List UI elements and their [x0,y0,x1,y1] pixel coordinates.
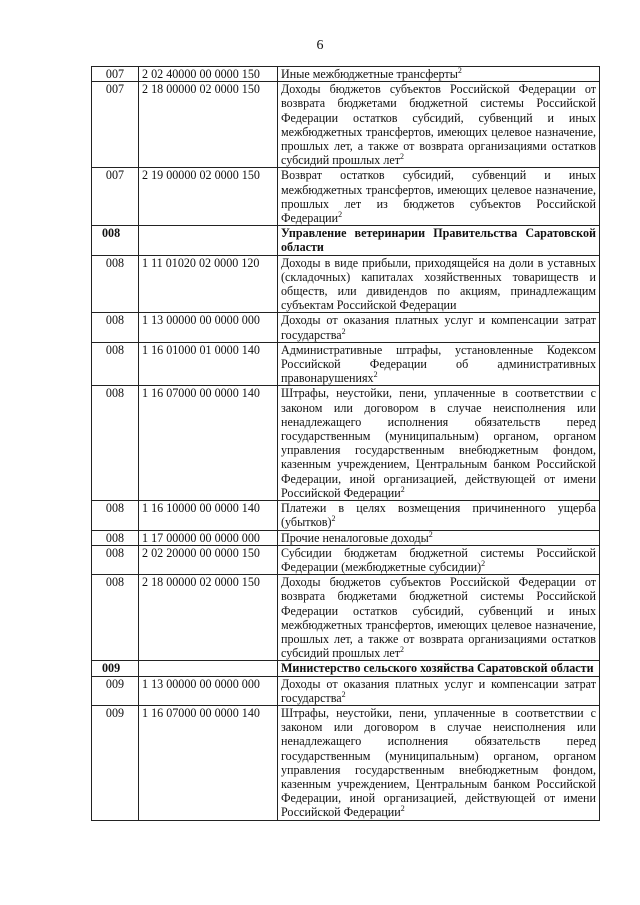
admin-code-cell: 007 [92,67,139,82]
admin-code-cell: 008 [92,501,139,530]
revenue-name-cell [278,82,600,168]
section-heading-row [92,661,600,676]
revenue-code-cell: 1 16 10000 00 0000 140 [139,501,278,530]
admin-code-cell: 007 [92,168,139,226]
admin-code-cell: 007 [92,82,139,168]
revenue-name-text: Доходы от оказания платных услуг и компенсации затрат государства [281,676,596,705]
admin-code-cell: 009 [92,705,139,820]
admin-code-cell: 008 [92,530,139,545]
revenue-code-cell [139,226,278,255]
revenue-name-cell [278,575,600,661]
revenue-name-cell [278,313,600,342]
section-heading-row [92,226,600,255]
revenue-name-cell [278,676,600,705]
page-number: 6 [316,38,324,53]
revenue-name-text: Штрафы, неустойки, пени, уплаченные в соответствии с законом или договором в случае неисполнения или ненадлежащего исполнения обязательств перед государственным (муниципальным) органом, органом управления государственным внебюджетным фондом, казенным учреждением, Центральным банком Российской Федерации, иной организацией, действующей от имени Российской Федерации [281,386,596,500]
revenue-name-cell [278,168,600,226]
footnote-marker: 2 [338,210,343,219]
footnote-marker: 2 [400,804,405,814]
revenue-name-text: Доходы от оказания платных услуг и компенсации затрат государства [281,313,596,342]
revenue-code-cell: 2 02 40000 00 0000 150 [139,67,278,82]
admin-code-cell: 009 [92,661,139,676]
revenue-name-cell [278,705,600,820]
revenue-code-cell: 2 19 00000 02 0000 150 [139,168,278,226]
revenue-name-cell [278,255,600,313]
revenue-code-cell: 1 13 00000 00 0000 000 [139,313,278,342]
admin-code-cell: 008 [92,226,139,255]
revenue-name-cell [278,342,600,386]
revenue-name-cell [278,386,600,501]
admin-code-cell: 008 [92,313,139,342]
revenue-code-cell: 2 02 20000 00 0000 150 [139,545,278,574]
footnote-marker: 2 [400,484,405,494]
admin-code-cell: 008 [92,386,139,501]
revenue-name-cell [278,501,600,530]
admin-code-cell: 008 [92,545,139,574]
footnote-marker: 2 [341,689,346,699]
table-row [92,342,600,386]
table-row [92,545,600,574]
table-row [92,676,600,705]
table-row [92,255,600,313]
admin-code-cell: 008 [92,342,139,386]
revenue-table [91,66,600,821]
revenue-name-text: Доходы в виде прибыли, приходящейся на доли в уставных (складочных) капиталах хозяйственных товариществ и обществ, или дивидендов по акциям, принадлежащим субъектам Российской Федерации [281,255,596,313]
admin-code-cell: 008 [92,575,139,661]
footnote-marker: 2 [400,152,405,162]
revenue-name-text: Иные межбюджетные трансферты [281,67,458,81]
footnote-marker: 2 [400,645,405,655]
table-row [92,705,600,820]
revenue-name-text: Административные штрафы, установленные Кодексом Российской Федерации об административных правонарушениях [281,342,596,386]
revenue-code-cell: 1 17 00000 00 0000 000 [139,530,278,545]
admin-code-cell: 009 [92,676,139,705]
revenue-name-cell [278,67,600,82]
footnote-marker: 2 [428,529,433,539]
revenue-code-cell: 1 11 01020 02 0000 120 [139,255,278,313]
revenue-name-text: Управление ветеринарии Правительства Саратовской области [281,226,596,255]
revenue-name-text: Прочие неналоговые доходы [281,530,429,545]
revenue-code-cell: 1 16 07000 00 0000 140 [139,705,278,820]
revenue-code-cell [139,661,278,676]
revenue-name-cell [278,530,600,545]
table-row [92,530,600,545]
footnote-marker: 2 [341,326,346,336]
table-row [92,67,600,82]
table-row [92,168,600,226]
footnote-marker: 2 [481,558,486,568]
revenue-name-text: Доходы бюджетов субъектов Российской Федерации от возврата бюджетами бюджетной системы Российской Федерации остатков субсидий, субвенций и иных межбюджетных трансфертов, имеющих целевое назначение, прошлых лет, а также от возврата организациями остатков субсидий прошлых лет [281,575,596,661]
table-row [92,386,600,501]
revenue-name-text: Доходы бюджетов субъектов Российской Федерации от возврата бюджетами бюджетной системы Российской Федерации остатков субсидий, субвенций и иных межбюджетных трансфертов, имеющих целевое назначение, прошлых лет, а также от возврата организациями остатков субсидий прошлых лет [281,82,596,168]
revenue-table-body [92,67,600,821]
revenue-code-cell: 1 16 07000 00 0000 140 [139,386,278,501]
admin-code-cell: 008 [92,255,139,313]
revenue-name-cell [278,545,600,574]
footnote-marker: 2 [331,514,336,524]
table-row [92,575,600,661]
table-row [92,501,600,530]
revenue-name-text: Субсидии бюджетам бюджетной системы Российской Федерации (межбюджетные субсидии) [281,545,596,574]
revenue-name-text: Возврат остатков субсидий, субвенций и иных межбюджетных трансфертов, имеющих целевое назначение, прошлых лет из бюджетов субъектов Российской Федерации [281,168,596,226]
revenue-name-cell [278,226,600,255]
table-row [92,313,600,342]
revenue-code-cell: 1 13 00000 00 0000 000 [139,676,278,705]
revenue-code-cell: 1 16 01000 01 0000 140 [139,342,278,386]
revenue-code-cell: 2 18 00000 02 0000 150 [139,575,278,661]
revenue-name-text: Министерство сельского хозяйства Саратовской области [281,661,594,676]
revenue-name-text: Штрафы, неустойки, пени, уплаченные в соответствии с законом или договором в случае неисполнения или ненадлежащего исполнения обязательств перед государственным (муниципальным) органом, органом управления государственным внебюджетным фондом, казенным учреждением, Центральным банком Российской Федерации, иной организацией, действующей от имени Российской Федерации [281,705,596,820]
revenue-code-cell: 2 18 00000 02 0000 150 [139,82,278,168]
footnote-marker: 2 [373,370,378,380]
table-row [92,82,600,168]
revenue-name-cell [278,661,600,676]
footnote-marker: 2 [457,65,462,75]
revenue-name-text: Платежи в целях возмещения причиненного ущерба (убытков) [281,501,596,530]
